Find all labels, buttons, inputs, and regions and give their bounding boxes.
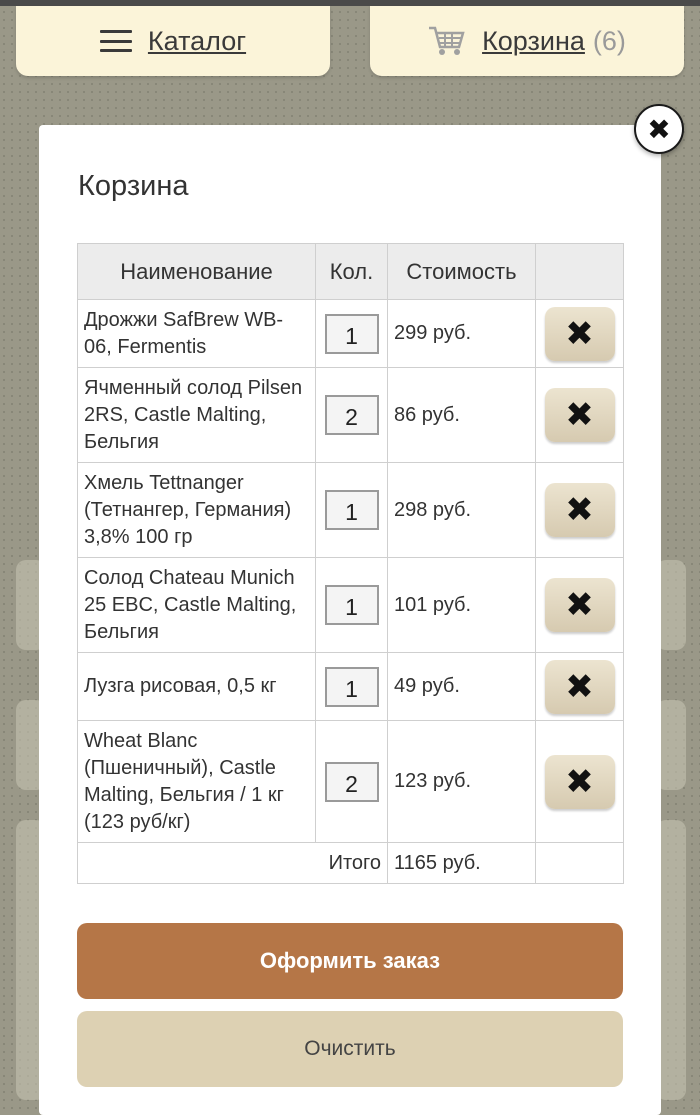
close-icon: ✖ [565, 762, 594, 801]
cart-count: (6) [592, 25, 626, 56]
close-icon: ✖ [647, 113, 671, 145]
cart-icon [428, 25, 466, 57]
item-name: Дрожжи SafBrew WB-06, Fermentis [78, 300, 316, 368]
cart-button[interactable] [370, 6, 684, 76]
close-icon: ✖ [565, 314, 594, 353]
total-empty-cell [536, 843, 624, 884]
modal-title: Корзина [78, 170, 189, 202]
table-header-row [78, 244, 624, 300]
column-header-name: Наименование [78, 244, 316, 300]
table-row [78, 300, 624, 368]
item-name: Ячменный солод Pilsen 2RS, Castle Malting, Бельгия [78, 368, 316, 463]
table-row [78, 463, 624, 558]
quantity-input[interactable]: 1 [325, 314, 379, 354]
column-header-actions [536, 244, 624, 300]
quantity-input[interactable]: 1 [325, 490, 379, 530]
item-cost: 123 руб. [388, 721, 536, 843]
item-name: Лузга рисовая, 0,5 кг [78, 653, 316, 721]
close-icon: ✖ [565, 491, 594, 529]
item-name: Wheat Blanc (Пшеничный), Castle Malting, Бельгия / 1 кг (123 руб/кг) [78, 721, 316, 843]
item-cost: 86 руб. [388, 368, 536, 463]
table-row [78, 653, 624, 721]
table-row [78, 368, 624, 463]
checkout-button[interactable]: Оформить заказ [77, 923, 623, 999]
cart-table [77, 243, 624, 884]
total-value: 1165 руб. [388, 843, 536, 884]
close-icon: ✖ [565, 667, 594, 706]
remove-item-button[interactable] [545, 660, 615, 714]
remove-item-button[interactable] [545, 307, 615, 361]
catalog-button[interactable] [16, 6, 330, 76]
quantity-input[interactable]: 2 [325, 395, 379, 435]
remove-item-button[interactable] [545, 483, 615, 537]
remove-item-button[interactable] [545, 578, 615, 632]
close-icon: ✖ [565, 396, 594, 434]
close-button[interactable] [634, 104, 684, 154]
item-cost: 299 руб. [388, 300, 536, 368]
item-cost: 298 руб. [388, 463, 536, 558]
quantity-input[interactable]: 2 [325, 762, 379, 802]
item-cost: 101 руб. [388, 558, 536, 653]
close-icon: ✖ [565, 586, 594, 624]
cart-modal [39, 125, 661, 1115]
hamburger-icon [100, 30, 132, 52]
column-header-cost: Стоимость [388, 244, 536, 300]
column-header-qty: Кол. [316, 244, 388, 300]
quantity-input[interactable]: 1 [325, 585, 379, 625]
cart-label: Корзина [482, 25, 585, 56]
table-row [78, 721, 624, 843]
clear-cart-button[interactable]: Очистить [77, 1011, 623, 1087]
item-name: Солод Chateau Munich 25 EBC, Castle Malting, Бельгия [78, 558, 316, 653]
remove-item-button[interactable] [545, 755, 615, 809]
quantity-input[interactable]: 1 [325, 667, 379, 707]
total-row [78, 843, 624, 884]
item-name: Хмель Tettnanger (Тетнангер, Германия) 3,8% 100 гр [78, 463, 316, 558]
remove-item-button[interactable] [545, 388, 615, 442]
table-row [78, 558, 624, 653]
total-label: Итого [78, 843, 388, 884]
item-cost: 49 руб. [388, 653, 536, 721]
catalog-label: Каталог [147, 25, 247, 56]
